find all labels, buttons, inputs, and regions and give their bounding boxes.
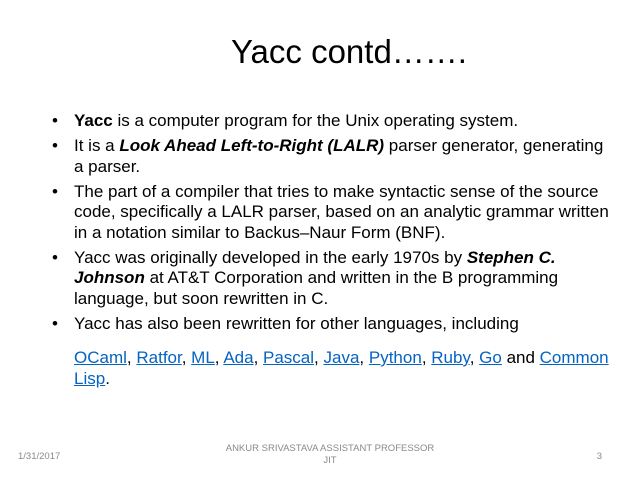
separator: ,	[421, 348, 432, 367]
footer-author-line1: ANKUR SRIVASTAVA ASSISTANT PROFESSOR	[225, 443, 435, 454]
bullet-list	[52, 111, 612, 389]
bullet-text: The part of a compiler that tries to make syntactic sense of the source code, specifically a LALR parser, based on an analytic grammar written in a notation similar to Backus–Naur Form (BNF).	[74, 181, 609, 242]
separator: ,	[469, 348, 480, 367]
bullet-dot-icon	[52, 136, 64, 157]
footer-page-number: 3	[596, 451, 602, 462]
footer-author-line2: JIT	[323, 455, 337, 466]
footer-date: 1/31/2017	[18, 451, 61, 462]
bullet-dot-icon	[52, 111, 64, 132]
separator: ,	[359, 348, 369, 367]
footer-author	[200, 443, 460, 467]
bullet-item-5	[52, 314, 612, 335]
separator: ,	[126, 348, 137, 367]
bullet-text: parser generator, generating a parser.	[74, 136, 604, 176]
link-ada[interactable]: Ada	[223, 348, 254, 367]
link-ruby[interactable]: Ruby	[431, 348, 470, 367]
link-pascal[interactable]: Pascal	[263, 348, 315, 367]
bullet-dot-icon	[52, 248, 64, 269]
bullet-text: It is a	[74, 136, 120, 155]
period: .	[105, 368, 110, 388]
link-go[interactable]: Go	[479, 348, 502, 367]
separator: ,	[253, 348, 264, 367]
link-ml[interactable]: ML	[191, 348, 215, 367]
bullet-text: at AT&T Corporation and written in the B programming language, but soon rewritten in C.	[74, 268, 559, 308]
bullet-text: Yacc has also been rewritten for other languages, including	[74, 313, 519, 333]
slide-title: Yacc contd…….	[231, 33, 467, 70]
link-common-lisp[interactable]: Common Lisp	[74, 348, 609, 388]
link-python[interactable]: Python	[368, 348, 422, 367]
bullet-bold-term: Yacc	[74, 111, 113, 130]
language-links	[52, 348, 612, 389]
separator: ,	[314, 348, 324, 367]
bullet-item-2	[52, 136, 612, 177]
bullet-item-4	[52, 248, 612, 310]
link-ratfor[interactable]: Ratfor	[136, 348, 182, 367]
bullet-emphasis: Stephen C. Johnson	[74, 247, 556, 287]
bullet-text: is a computer program for the Unix operating system.	[112, 111, 519, 130]
bullet-item-3	[52, 182, 612, 244]
bullet-text: Yacc was originally developed in the early 1970s by	[74, 247, 467, 267]
link-java[interactable]: Java	[323, 348, 360, 367]
separator: ,	[181, 348, 192, 367]
bullet-dot-icon	[52, 182, 64, 203]
bullet-dot-icon	[52, 314, 64, 335]
link-ocaml[interactable]: OCaml	[74, 348, 127, 367]
conjunction: and	[501, 348, 540, 367]
bullet-item-1	[52, 111, 612, 132]
bullet-emphasis: Look Ahead Left-to-Right (LALR)	[119, 136, 385, 155]
separator: ,	[214, 348, 224, 367]
